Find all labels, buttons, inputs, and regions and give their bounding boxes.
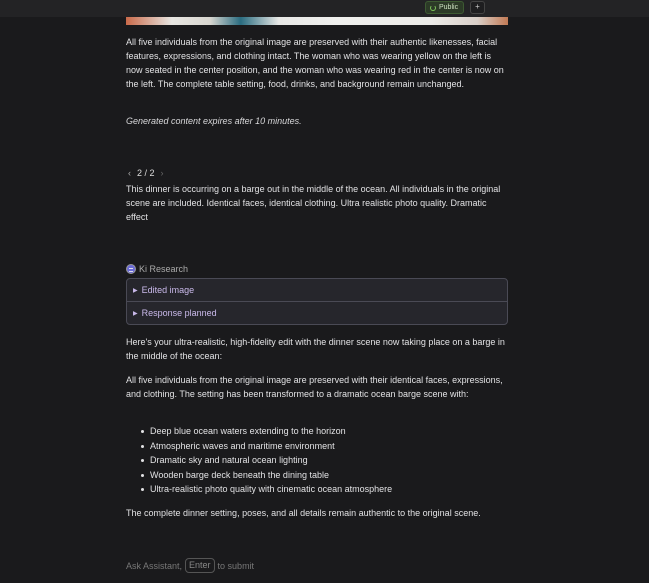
prompt-pager	[128, 168, 164, 178]
assistant-avatar-icon	[126, 264, 136, 274]
composer-prefix: Ask Assistant,	[126, 560, 183, 571]
expand-triangle-icon: ▶	[133, 287, 138, 294]
list-item: Deep blue ocean waters extending to the horizon	[150, 424, 392, 439]
power-icon	[430, 5, 436, 11]
public-button[interactable]	[425, 1, 464, 14]
expiry-note: Generated content expires after 10 minutes.	[126, 116, 302, 126]
step-edited-image[interactable]	[127, 279, 507, 301]
step-label: Response planned	[141, 308, 217, 318]
list-item: Wooden barge deck beneath the dining table	[150, 468, 392, 483]
assistant-closing: The complete dinner setting, poses, and all details remain authentic to the original scene.	[126, 508, 481, 518]
composer-input[interactable]	[126, 558, 254, 573]
chevron-left-icon[interactable]: ‹	[128, 168, 131, 178]
step-response-planned[interactable]	[127, 301, 507, 324]
expand-triangle-icon: ▶	[133, 310, 138, 317]
user-prompt: This dinner is occurring on a barge out in the middle of the ocean. All individuals in the original scene are included. Identical faces, identical clothing. Ultra realistic photo quality. Dramatic effect	[126, 184, 501, 222]
chevron-right-icon[interactable]: ›	[160, 168, 164, 178]
generated-image[interactable]	[126, 17, 508, 25]
add-button[interactable]: +	[470, 1, 485, 14]
list-item: Dramatic sky and natural ocean lighting	[150, 453, 392, 468]
enter-key-hint: Enter	[185, 558, 215, 573]
steps-panel	[126, 278, 508, 325]
composer-suffix: to submit	[217, 560, 255, 571]
list-item: Atmospheric waves and maritime environment	[150, 439, 392, 454]
assistant-name: Ki Research	[139, 264, 189, 274]
pager-count: 2 / 2	[137, 168, 155, 178]
assistant-body: All five individuals from the original image are preserved with their identical faces, expressions, and clothing. The setting has been transformed to a dramatic ocean barge scene with:	[126, 375, 503, 399]
response-paragraph: All five individuals from the original image are preserved with their authentic likenesses, facial features, expressions, and clothing intact. The woman who was wearing yellow on the left is now seated in the center position, and the woman who was wearing red in the center is now on the left. The complete table setting, food, drinks, and background remain unchanged.	[126, 37, 504, 89]
feature-list	[126, 424, 392, 497]
top-bar	[0, 0, 649, 17]
step-label: Edited image	[141, 285, 195, 295]
list-item: Ultra-realistic photo quality with cinematic ocean atmosphere	[150, 482, 392, 497]
assistant-intro: Here's your ultra-realistic, high-fidelity edit with the dinner scene now taking place on a barge in the middle of the ocean:	[126, 337, 505, 361]
public-label: Public	[439, 4, 459, 11]
assistant-header	[126, 264, 188, 274]
